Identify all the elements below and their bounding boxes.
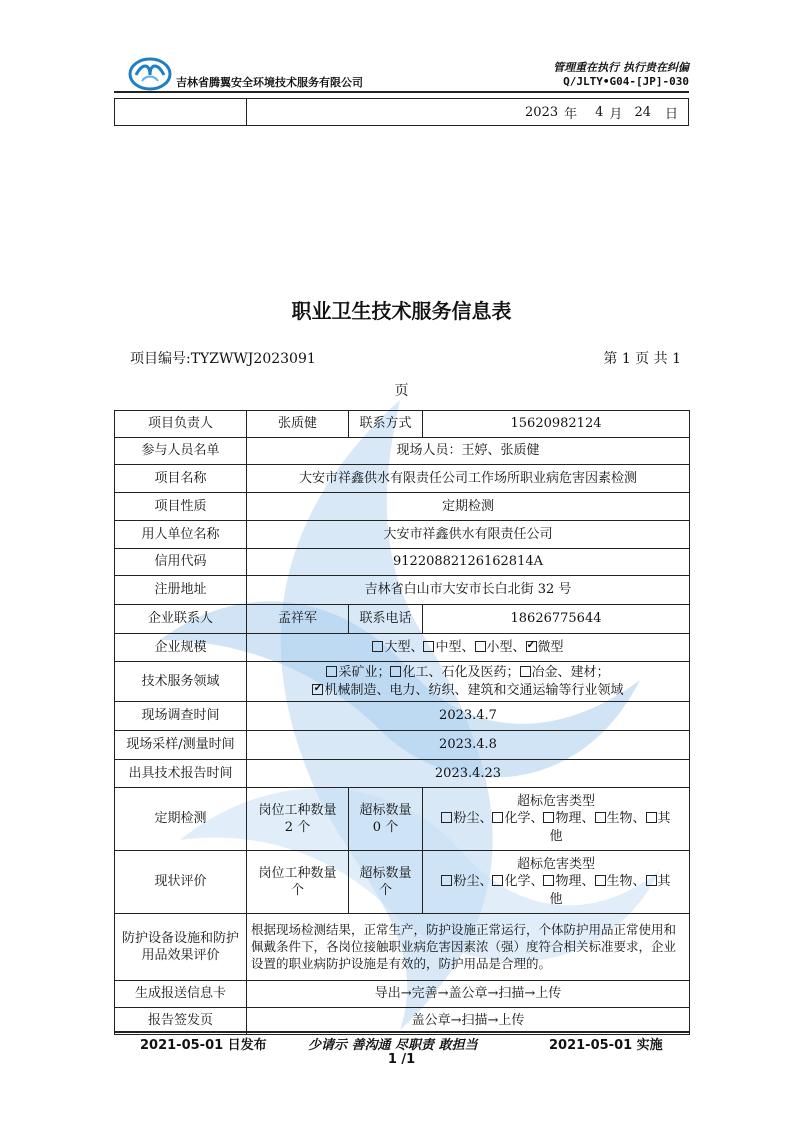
checkbox-icon <box>520 666 531 677</box>
checkbox-icon <box>543 875 554 886</box>
date-month-unit: 月 <box>609 106 623 122</box>
contact-label: 联系方式 <box>349 411 423 438</box>
project-name-value: 大安市祥鑫供水有限责任公司工作场所职业病危害因素检测 <box>247 465 690 493</box>
checkbox-icon <box>595 812 606 823</box>
domain-options <box>247 662 690 702</box>
enterprise-contact-value: 孟祥军 <box>247 605 349 634</box>
checkbox-icon <box>441 875 452 886</box>
status-posts <box>247 851 349 914</box>
table-row <box>115 760 690 788</box>
sampling-time-label: 现场采样/测量时间 <box>115 731 247 760</box>
employer-label: 用人单位名称 <box>115 521 247 549</box>
hazard-chemical: 化学、 <box>504 874 544 890</box>
periodic-hazard <box>423 788 690 851</box>
sampling-time-value: 2023.4.8 <box>247 731 690 760</box>
table-row <box>115 493 690 521</box>
hazard-type-label: 超标危害类型 <box>516 793 595 809</box>
checkbox-icon <box>390 666 401 677</box>
domain-option-metallurgy: 冶金、建材； <box>531 665 610 680</box>
status-posts-value: 个 <box>290 883 304 899</box>
scale-options <box>247 634 690 662</box>
scale-label: 企业规模 <box>115 634 247 662</box>
signoff-value: 盖公章→扫描→上传 <box>247 1008 690 1035</box>
service-info-table <box>114 410 690 1035</box>
page-info-suffix: 页 <box>394 383 409 399</box>
hazard-dust: 粉尘、 <box>453 874 493 890</box>
status-label: 现状评价 <box>115 851 247 914</box>
info-card-value: 导出→完善→盖公章→扫描→上传 <box>247 981 690 1008</box>
report-time-value: 2023.4.23 <box>247 760 690 788</box>
checkbox-icon <box>492 812 503 823</box>
status-exceed-value: 个 <box>378 883 392 899</box>
table-row <box>115 411 690 438</box>
hazard-options <box>427 810 685 828</box>
hazard-biological: 生物、 <box>606 811 646 827</box>
credit-label: 信用代码 <box>115 549 247 576</box>
leader-value: 张质健 <box>247 411 349 438</box>
checkbox-icon <box>646 875 657 886</box>
enterprise-contact-label: 企业联系人 <box>115 605 247 634</box>
table-row <box>115 702 690 731</box>
footer-issued: 2021-05-01 日发布 <box>140 1038 267 1053</box>
table-row <box>115 914 690 981</box>
domain-line-1 <box>251 664 685 682</box>
domain-label: 技术服务领域 <box>115 662 247 702</box>
hazard-tail: 他 <box>549 828 563 844</box>
hazard-dust: 粉尘、 <box>453 811 493 827</box>
document-code: Q/JLTY•G04-[JP]-030 <box>563 75 689 88</box>
hazard-physical: 物理、 <box>555 874 595 890</box>
table-row <box>115 731 690 760</box>
date-cell <box>247 99 688 125</box>
table-row <box>115 605 690 634</box>
checkbox-icon <box>492 875 503 886</box>
hazard-other: 其 <box>657 811 671 827</box>
hazard-chemical: 化学、 <box>504 811 544 827</box>
table-row <box>115 438 690 465</box>
footer-effective: 2021-05-01 实施 <box>549 1038 663 1053</box>
signoff-label: 报告签发页 <box>115 1008 247 1035</box>
exceed-label: 超标数量 <box>359 802 412 818</box>
table-row <box>115 788 690 851</box>
status-exceed <box>349 851 423 914</box>
company-logo <box>128 55 172 91</box>
checkbox-icon <box>475 641 486 652</box>
checkbox-icon <box>543 812 554 823</box>
scale-option-medium: 中型、 <box>435 639 475 655</box>
checkbox-icon <box>423 641 434 652</box>
project-type-label: 项目性质 <box>115 493 247 521</box>
report-time-label: 出具技术报告时间 <box>115 760 247 788</box>
date-day: 24 <box>634 104 651 120</box>
date-year-unit: 年 <box>564 106 578 122</box>
table-row <box>115 465 690 493</box>
table-row <box>115 549 690 576</box>
checkbox-icon <box>646 812 657 823</box>
periodic-exceed <box>349 788 423 851</box>
date-month: 4 <box>595 104 604 120</box>
checkbox-icon <box>326 666 337 677</box>
domain-option-manufacturing: 机械制造、电力、纺织、建筑和交通运输等行业领域 <box>324 682 624 698</box>
hazard-tail: 他 <box>549 891 563 907</box>
checked-checkbox-icon <box>526 641 537 652</box>
exceed-value: 0 个 <box>372 820 399 836</box>
hazard-options <box>427 873 685 891</box>
date-box <box>114 98 689 126</box>
date-day-unit: 日 <box>664 106 678 122</box>
domain-option-mining: 采矿业； <box>338 665 391 680</box>
date-box-empty-cell <box>115 99 247 125</box>
hazard-biological: 生物、 <box>606 874 646 890</box>
table-row <box>115 662 690 702</box>
footer-divider <box>114 1031 689 1033</box>
hazard-other: 其 <box>657 874 671 890</box>
periodic-label: 定期检测 <box>115 788 247 851</box>
participants-value: 现场人员：王婷、张质健 <box>247 438 690 465</box>
date-year: 2023 <box>525 104 559 120</box>
employer-value: 大安市祥鑫供水有限责任公司 <box>247 521 690 549</box>
protection-value: 根据现场检测结果，正常生产，防护设施正常运行，个体防护用品正常使用和佩戴条件下，各岗位接触职业病危害因素浓（强）度符合相关标准要求，企业设置的职业病防护设施是有效的，防护用品是合理的。 <box>247 914 690 981</box>
page-title: 职业卫生技术服务信息表 <box>291 299 512 323</box>
scale-option-small: 小型、 <box>486 639 526 655</box>
participants-label: 参与人员名单 <box>115 438 247 465</box>
survey-time-value: 2023.4.7 <box>247 702 690 731</box>
project-number: 项目编号:TYZWWJ2023091 <box>130 351 316 367</box>
posts-label: 岗位工种数量 <box>258 802 337 818</box>
hazard-physical: 物理、 <box>555 811 595 827</box>
table-row <box>115 576 690 605</box>
scale-option-large: 大型、 <box>384 639 424 655</box>
company-name: 吉林省腾翼安全环境技术服务有限公司 <box>176 76 363 89</box>
info-card-label: 生成报送信息卡 <box>115 981 247 1008</box>
table-row <box>115 981 690 1008</box>
scale-option-micro: 微型 <box>537 639 564 655</box>
checkbox-icon <box>595 875 606 886</box>
address-label: 注册地址 <box>115 576 247 605</box>
table-row <box>115 634 690 662</box>
domain-line-2 <box>251 682 685 700</box>
posts-value: 2 个 <box>284 820 311 836</box>
periodic-posts <box>247 788 349 851</box>
credit-value: 91220882126162814A <box>247 549 690 576</box>
contact-value: 15620982124 <box>423 411 690 438</box>
protection-label: 防护设备设施和防护用品效果评价 <box>115 914 247 981</box>
posts-label: 岗位工种数量 <box>258 865 337 881</box>
checked-checkbox-icon <box>312 684 323 695</box>
table-row <box>115 521 690 549</box>
survey-time-label: 现场调查时间 <box>115 702 247 731</box>
phone-label: 联系电话 <box>349 605 423 634</box>
phone-value: 18626775644 <box>423 605 690 634</box>
project-name-label: 项目名称 <box>115 465 247 493</box>
header-slogan: 管理重在执行 执行贵在纠偏 <box>553 61 689 74</box>
project-type-value: 定期检测 <box>247 493 690 521</box>
page-info: 第 1 页 共 1 <box>603 351 681 367</box>
checkbox-icon <box>372 641 383 652</box>
header-divider <box>114 91 689 93</box>
status-hazard <box>423 851 690 914</box>
hazard-type-label: 超标危害类型 <box>516 856 595 872</box>
footer-motto: 少请示 善沟通 尽职责 敢担当 <box>308 1038 478 1053</box>
address-value: 吉林省白山市大安市长白北街 32 号 <box>247 576 690 605</box>
footer-page-number: 1 /1 <box>387 1052 416 1067</box>
domain-option-chemical: 化工、石化及医药； <box>402 665 520 680</box>
exceed-label: 超标数量 <box>359 865 412 881</box>
checkbox-icon <box>441 812 452 823</box>
table-row <box>115 851 690 914</box>
leader-label: 项目负责人 <box>115 411 247 438</box>
